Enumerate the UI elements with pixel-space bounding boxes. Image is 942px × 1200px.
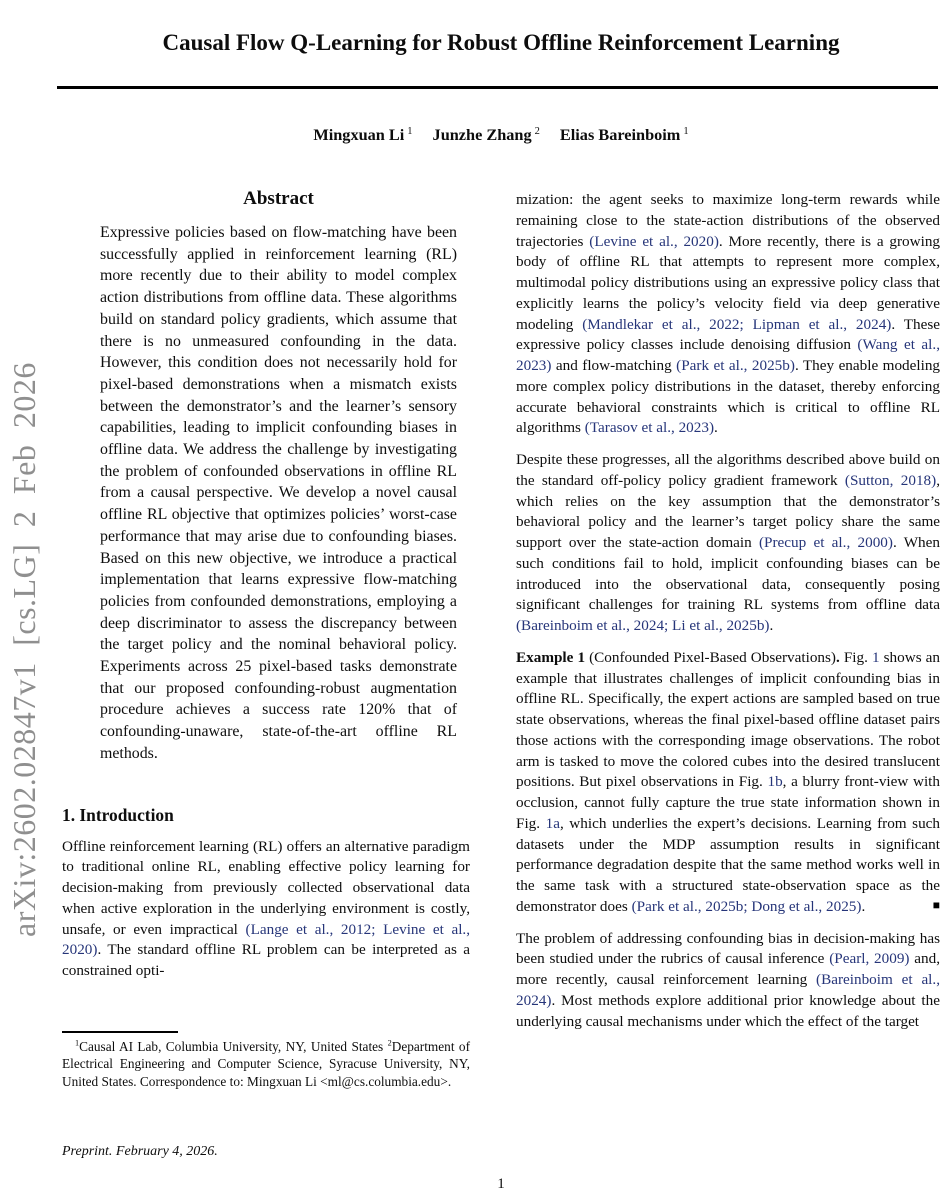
title-divider [57, 86, 938, 89]
text-segment: . They enable modeling more complex policy distributions in the dataset, thereby enforcing accurate behavioral constraints which is critical to offline RL algorithms [516, 357, 941, 437]
text-segment: mization: the agent seeks to maximize long-term rewards while remaining close to the state-action distributions of the observed trajectories [516, 191, 940, 250]
text-segment: . Most methods explore additional prior knowledge about the underlying causal mechanisms under which the effect of the target [516, 991, 940, 1030]
footnote-block [62, 1031, 470, 1090]
author-line [62, 125, 940, 145]
citation-link[interactable]: (Levine et al., 2020) [589, 232, 719, 250]
text-segment: . When such conditions fail to hold, implicit confounding biases can be introduced into the observational data, consequently posing significant challenges for training RL systems from offline data [516, 534, 940, 614]
text-segment: , a blurry front-view with occlusion, cannot fully capture the true state information shown in Fig. [516, 773, 940, 832]
text-segment: , which underlies the expert’s decisions. Learning from such datasets under the MDP assumption results in significant performance degradation despite that the same method works well in the same task with a structured state-observation space as the demonstrator does [516, 814, 940, 915]
text-segment: Fig. [839, 648, 872, 666]
body-paragraph [62, 837, 470, 982]
citation-link[interactable]: (Park et al., 2025b) [676, 357, 795, 374]
text-segment: and, more recently, causal reinforcement learning [516, 950, 940, 988]
body-paragraph [516, 190, 940, 439]
arxiv-banner: arXiv:2602.02847v1 [cs.LG] 2 Feb 2026 [6, 362, 42, 937]
text-segment: shows an example that illustrates challenges of implicit confounding bias in offline RL. Specifically, the expert actions are sampled based on true state observations, whereas the final pixel-based offline dataset pairs those actions with the corresponding image observations. The robot arm is tasked to move the colored cubes into the desired translucent positions. But pixel observations in Fig. [516, 648, 940, 791]
text-segment: Causal AI Lab, Columbia University, NY, United States [79, 1038, 388, 1054]
author-name: Mingxuan Li [313, 125, 405, 144]
citation-link[interactable]: (Pearl, 2009) [829, 950, 910, 968]
citation-link[interactable]: (Mandlekar et al., 2022; Lipman et al., 2024) [582, 315, 892, 333]
text-segment: 1 [75, 1038, 80, 1048]
affiliation-mark: 1 [407, 125, 413, 137]
citation-link[interactable]: (Lange et al., 2012; Levine et al., 2020) [62, 920, 471, 959]
citation-link[interactable]: (Park et al., 2025b; Dong et al., 2025) [631, 897, 862, 915]
text-segment: . [835, 648, 840, 666]
affiliation-mark: 2 [534, 125, 540, 137]
text-segment: Offline reinforcement learning (RL) offers an alternative paradigm to traditional online RL, enabling effective policy learning for decision-making from previously collected observational data when active exploration in the underlying environment is costly, unsafe, or even impractical [62, 837, 470, 938]
page-number: 1 [497, 1176, 505, 1192]
text-segment: Department of Electrical Engineering and Computer Science, Syracuse University, NY, United States. Correspondence to: Mingxuan Li <ml@cs.columbia.edu>. [62, 1038, 470, 1089]
preprint-note: Preprint. February 4, 2026. [62, 1144, 218, 1159]
text-segment: . [769, 617, 774, 634]
citation-link[interactable]: (Precup et al., 2000) [758, 534, 893, 551]
citation-link[interactable]: 1 [871, 648, 880, 666]
author-name: Junzhe Zhang [432, 125, 532, 144]
text-segment: . [861, 897, 866, 915]
author [560, 125, 689, 145]
text-segment: . These expressive policy classes include denoising diffusion [516, 315, 940, 354]
citation-link[interactable]: 1b [767, 773, 783, 791]
text-segment: . [714, 419, 718, 437]
text-segment: and flow-matching [551, 357, 677, 374]
abstract-text: Expressive policies based on flow-matching have been successfully applied in reinforcement learning (RL) more recently due to their ability to model complex action distributions from offline data. These algorithms build on standard policy gradients, which assume that there is no unmeasured confounding in the data. However, this condition does not necessarily hold for pixel-based demonstrations when a mismatch exists between the demonstrator’s and the learner’s sensory capabilities, leading to implicit confounding biases in offline data. We address the challenge by investigating the problem of confounded observations in offline RL from a causal perspective. We develop a novel causal offline RL objective that optimizes policies’ worst-case performance that may arise due to confounding biases. Based on this new objective, we introduce a practical implementation that learns expressive flow-matching policies from confounded demonstrations, employing a deep discriminator to assess the discrepancy between the target policy and the nominal behavioral policy. Experiments across 25 pixel-based tasks demonstrate that our proposed confounding-robust augmentation procedure achieves a success rate 120% that of confounding-unaware, state-of-the-art offline RL methods. [100, 224, 457, 762]
author [313, 125, 412, 145]
citation-link[interactable]: 1a [545, 814, 560, 832]
author [433, 125, 540, 145]
text-segment: (Confounded Pixel-Based Observations) [585, 648, 836, 666]
affiliation-mark: 1 [683, 125, 689, 137]
body-paragraph [516, 648, 940, 918]
section-heading-introduction: 1. Introduction [62, 804, 174, 825]
abstract-block [100, 188, 457, 765]
footnote [62, 1038, 470, 1091]
citation-link[interactable]: (Tarasov et al., 2023) [584, 419, 715, 437]
qed-symbol: ■ [932, 897, 940, 912]
left-column [62, 188, 470, 982]
author-name: Elias Bareinboim [559, 125, 681, 144]
text-segment: . The standard offline RL problem can be interpreted as a constrained opti- [62, 941, 470, 980]
footnote-divider [62, 1031, 178, 1033]
paper-title: Causal Flow Q-Learning for Robust Offline Reinforcement Learning [162, 30, 840, 55]
citation-link[interactable]: (Sutton, 2018) [844, 471, 937, 489]
right-column [516, 188, 940, 1032]
body-paragraph [516, 450, 940, 637]
text-segment: , which relies on the key assumption that the demonstrator’s behavioral policy and the learner’s target policy share the same support over the state-action domain [516, 471, 940, 551]
text-segment: Despite these progresses, all the algorithms described above build on the standard off-policy policy gradient framework [516, 451, 940, 489]
text-segment: 2 [387, 1038, 392, 1048]
text-segment: Example 1 [516, 648, 586, 666]
citation-link[interactable]: (Bareinboim et al., 2024; Li et al., 2025b) [516, 617, 770, 634]
text-segment: . More recently, there is a growing body of offline RL that attempts to represent more complex, multimodal policy distributions using an expressive policy class that explicitly learns the policy’s velocity field via deep generative modeling [516, 232, 941, 333]
text-segment: The problem of addressing confounding bias in decision-making has been studied under the rubrics of causal inference [516, 929, 940, 968]
citation-link[interactable]: (Bareinboim et al., 2024) [516, 971, 940, 1009]
abstract-heading: Abstract [243, 188, 314, 209]
body-paragraph [516, 929, 940, 1033]
citation-link[interactable]: (Wang et al., 2023) [516, 336, 940, 374]
